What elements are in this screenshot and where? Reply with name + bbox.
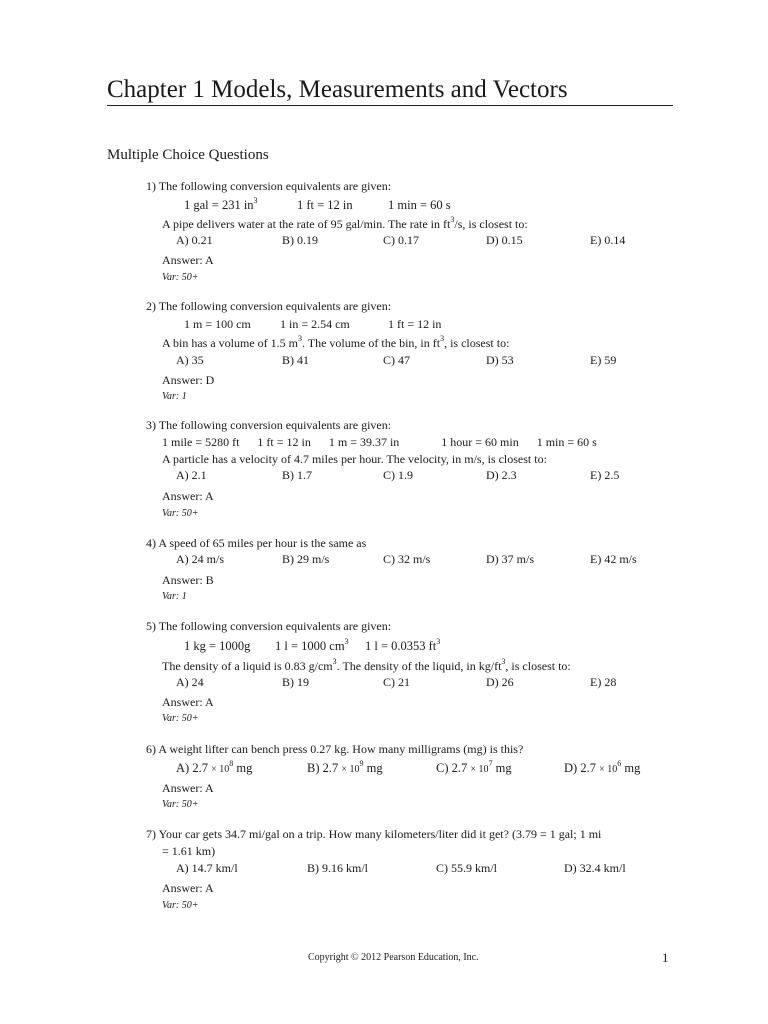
question-text: Your car gets 34.7 mi/gal on a trip. How many kilometers/liter did it get? (3.79 = 1 gal; 1 mi <box>158 827 602 841</box>
page-title: Chapter 1 Models, Measurements and Vectors <box>107 76 568 103</box>
question-number: 5) <box>146 619 156 633</box>
answer-option: B) 9.16 km/l <box>307 861 369 875</box>
question-stem <box>146 741 523 757</box>
copyright-footer: Copyright © 2012 Pearson Education, Inc. <box>308 952 479 963</box>
answer-line: Answer: A <box>162 489 214 503</box>
given-equivalent: 1 l = 1000 $cm^3$ <box>275 637 349 653</box>
answer-option: C) 55.9 km/l <box>436 861 498 875</box>
answer-option: D) 26 <box>486 675 514 689</box>
question-text: The following conversion equivalents are given: <box>158 299 392 313</box>
answer-option: D) 32.4 km/l <box>564 861 626 875</box>
given-equivalent: 1 l = 0.0353 $ft^3$ <box>365 637 441 653</box>
given-equivalent: 1 m = 100 cm <box>184 317 251 331</box>
answer-option: D) 2.3 <box>486 468 517 482</box>
answer-option: D) 53 <box>486 353 514 367</box>
question-text: A weight lifter can bench press 0.27 kg. How many milligrams (mg) is this? <box>158 742 524 756</box>
answer-line: Answer: D <box>162 373 215 387</box>
answer-option: B) 41 <box>282 353 309 367</box>
answer-line: Answer: A <box>162 781 214 795</box>
var-note: Var: 50+ <box>162 799 199 810</box>
question-text: A bin has a volume of 1.5 $m^3$. The volume of the bin, in $ft^3$, is closest to: <box>162 334 510 350</box>
title-rule <box>107 105 673 106</box>
answer-option: B) 19 <box>282 675 309 689</box>
answer-option: C) 0.17 <box>383 233 419 247</box>
answer-option: E) 42 m/s <box>590 552 637 566</box>
var-note: Var: 1 <box>162 591 187 602</box>
answer-option: C) $2.7 \times 10^7$ mg <box>436 759 512 775</box>
given-equivalent: 1 gal = 231 $in^3$ <box>184 196 258 212</box>
var-note: Var: 50+ <box>162 508 199 519</box>
answer-option: B) 1.7 <box>282 468 312 482</box>
answer-option: A) 14.7 km/l <box>176 861 238 875</box>
answer-line: Answer: A <box>162 253 214 267</box>
question-stem <box>146 826 601 842</box>
question-number: 2) <box>146 299 156 313</box>
answer-option: C) 21 <box>383 675 410 689</box>
answer-option: A) 2.1 <box>176 468 207 482</box>
given-equivalent: 1 min = 60 s <box>388 198 451 212</box>
page-number: 1 <box>662 950 669 965</box>
question-text: The following conversion equivalents are given: <box>158 619 392 633</box>
question-number: 3) <box>146 418 156 432</box>
given-equivalent: 1 mile = 5280 ft 1 ft = 12 in 1 m = 39.37 in 1 hour = 60 min 1 min = 60 s <box>162 435 597 449</box>
question-number: 4) <box>146 536 156 550</box>
answer-option: E) 59 <box>590 353 617 367</box>
answer-line: Answer: B <box>162 573 214 587</box>
var-note: Var: 1 <box>162 391 187 402</box>
question-text: A particle has a velocity of 4.7 miles per hour. The velocity, in m/s, is closest to: <box>162 452 547 466</box>
question-stem <box>146 178 391 194</box>
question-stem <box>146 298 391 314</box>
answer-line: Answer: A <box>162 881 214 895</box>
answer-option: B) $2.7 \times 10^9$ mg <box>307 759 383 775</box>
var-note: Var: 50+ <box>162 272 199 283</box>
question-stem <box>146 417 391 433</box>
answer-option: D) 37 m/s <box>486 552 534 566</box>
question-text: The following conversion equivalents are given: <box>158 418 392 432</box>
answer-option: D) 0.15 <box>486 233 523 247</box>
answer-option: E) 2.5 <box>590 468 620 482</box>
answer-option: B) 29 m/s <box>282 552 330 566</box>
question-text: = 1.61 km) <box>162 844 216 858</box>
var-note: Var: 50+ <box>162 713 199 724</box>
answer-option: E) 0.14 <box>590 233 626 247</box>
answer-option: B) 0.19 <box>282 233 318 247</box>
answer-option: A) 0.21 <box>176 233 213 247</box>
answer-option: C) 47 <box>383 353 410 367</box>
answer-option: A) 24 m/s <box>176 552 224 566</box>
question-stem <box>146 618 391 634</box>
answer-option: E) 28 <box>590 675 617 689</box>
answer-option: C) 32 m/s <box>383 552 431 566</box>
question-text: A speed of 65 miles per hour is the same as <box>158 536 367 550</box>
question-text: The density of a liquid is 0.83 $g/cm^3$. The density of the liquid, in $kg/ft^3$, is closest to: <box>162 657 571 673</box>
question-number: 7) <box>146 827 156 841</box>
question-stem <box>146 535 366 551</box>
given-equivalent: 1 in = 2.54 cm <box>280 317 350 331</box>
answer-option: D) $2.7 \times 10^6$ mg <box>564 759 641 775</box>
answer-option: A) $2.7 \times 10^8$ mg <box>176 759 253 775</box>
question-text: A pipe delivers water at the rate of 95 gal/min. The rate in $ft^3/s$, is closest to: <box>162 215 528 231</box>
section-title: Multiple Choice Questions <box>107 147 269 163</box>
answer-option: A) 24 <box>176 675 204 689</box>
answer-option: C) 1.9 <box>383 468 413 482</box>
question-number: 6) <box>146 742 156 756</box>
var-note: Var: 50+ <box>162 900 199 911</box>
question-number: 1) <box>146 179 156 193</box>
given-equivalent: 1 ft = 12 in <box>297 198 353 212</box>
answer-line: Answer: A <box>162 695 214 709</box>
answer-option: A) 35 <box>176 353 204 367</box>
given-equivalent: 1 ft = 12 in <box>388 317 442 331</box>
given-equivalent: 1 kg = 1000g <box>184 639 251 653</box>
question-text: The following conversion equivalents are given: <box>158 179 392 193</box>
